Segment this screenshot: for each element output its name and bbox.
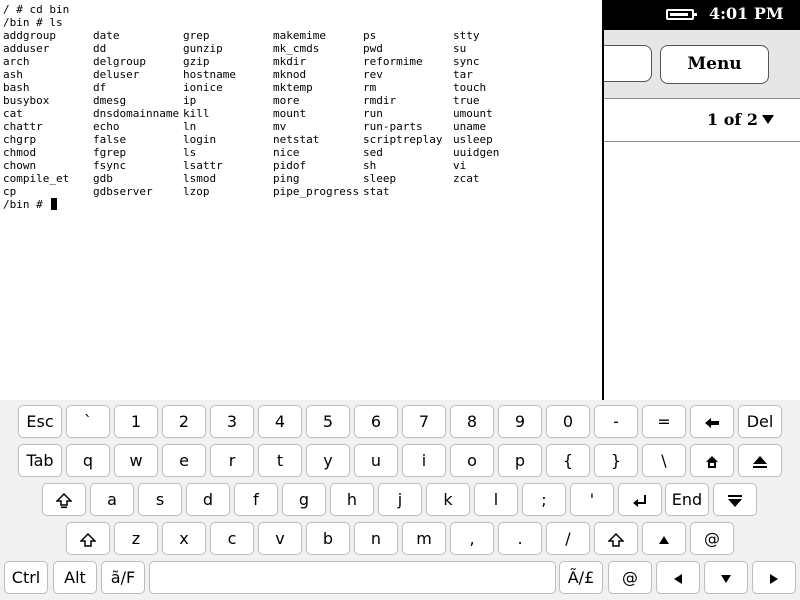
ls-entry: mktemp — [273, 81, 313, 94]
arrow-up-icon — [658, 529, 670, 548]
key-label: 1 — [130, 412, 142, 431]
key-label: v — [275, 529, 285, 548]
key-end[interactable] — [665, 483, 709, 516]
key-label: t — [276, 451, 284, 470]
key-label: c — [227, 529, 237, 548]
key-label: j — [397, 490, 403, 509]
ls-entry: df — [93, 81, 107, 94]
key-o[interactable] — [450, 444, 494, 477]
key-label: Ctrl — [11, 568, 41, 587]
ls-entry: bash — [3, 81, 30, 94]
ls-entry: run-parts — [363, 120, 423, 133]
key-v[interactable] — [258, 522, 302, 555]
key-label: 3 — [226, 412, 238, 431]
ls-entry: run — [363, 107, 383, 120]
key-page-up[interactable] — [738, 444, 782, 477]
ls-entry: mk_cmds — [273, 42, 320, 55]
key-comma[interactable] — [450, 522, 494, 555]
key-l[interactable] — [474, 483, 518, 516]
key-3[interactable] — [210, 405, 254, 438]
key-label: Tab — [26, 451, 54, 470]
ls-entry: rev — [363, 68, 383, 81]
key-accent-toggle[interactable] — [101, 561, 145, 594]
key-label: s — [155, 490, 165, 509]
key-esc[interactable] — [18, 405, 62, 438]
key-label: h — [346, 490, 358, 509]
ls-entry: ps — [363, 29, 377, 42]
key-label: ' — [589, 490, 595, 509]
ls-entry: kill — [183, 107, 210, 120]
key-right-brace[interactable] — [594, 444, 638, 477]
ls-entry: pipe_progress — [273, 185, 360, 198]
key-q[interactable] — [66, 444, 110, 477]
key-label: 2 — [178, 412, 190, 431]
ls-entry: ip — [183, 94, 197, 107]
shift-icon — [608, 529, 624, 548]
key-label: g — [298, 490, 310, 509]
ls-entry: addgroup — [3, 29, 56, 42]
ls-entry: sh — [363, 159, 377, 172]
key-label: \ — [661, 451, 667, 470]
ls-entry: lsattr — [183, 159, 223, 172]
ls-entry: chattr — [3, 120, 43, 133]
ls-entry: ping — [273, 172, 300, 185]
key-label: f — [253, 490, 259, 509]
background-app — [604, 30, 800, 400]
key-r[interactable] — [210, 444, 254, 477]
key-f[interactable] — [234, 483, 278, 516]
ls-entry: usleep — [453, 133, 493, 146]
arrow-down-icon — [720, 568, 732, 587]
ls-entry: fgrep — [93, 146, 127, 159]
ls-entry: scriptreplay — [363, 133, 443, 146]
page-down-icon — [727, 490, 743, 509]
key-label: 9 — [514, 412, 526, 431]
caps-lock-icon — [56, 490, 72, 509]
key-label: 5 — [322, 412, 334, 431]
ls-entry: zcat — [453, 172, 480, 185]
ls-entry: ls — [183, 146, 197, 159]
key-5[interactable] — [306, 405, 350, 438]
ls-entry: gunzip — [183, 42, 223, 55]
key-b[interactable] — [306, 522, 350, 555]
ls-entry: busybox — [3, 94, 50, 107]
key-backslash[interactable] — [642, 444, 686, 477]
key-t[interactable] — [258, 444, 302, 477]
key-2[interactable] — [162, 405, 206, 438]
key-8[interactable] — [450, 405, 494, 438]
key-label: ã/F — [110, 568, 136, 587]
key-label: y — [323, 451, 333, 470]
ls-entry: rm — [363, 81, 377, 94]
ls-entry: gdb — [93, 172, 113, 185]
ls-entry: netstat — [273, 133, 320, 146]
page-selector[interactable] — [707, 109, 774, 131]
key-d[interactable] — [186, 483, 230, 516]
menu-button[interactable]: Menu — [660, 45, 769, 84]
ls-entry: delgroup — [93, 55, 146, 68]
key-p[interactable] — [498, 444, 542, 477]
key-period[interactable] — [498, 522, 542, 555]
key-label: a — [107, 490, 117, 509]
key-home[interactable] — [690, 444, 734, 477]
page-bar — [604, 99, 800, 142]
ls-entry: chgrp — [3, 133, 37, 146]
key-label: @ — [622, 568, 638, 587]
key-backspace[interactable] — [690, 405, 734, 438]
ls-entry: adduser — [3, 42, 50, 55]
key-c[interactable] — [210, 522, 254, 555]
terminal-prompt: /bin # — [3, 198, 50, 211]
key-label: u — [370, 451, 382, 470]
ls-entry: arch — [3, 55, 30, 68]
ls-entry: date — [93, 29, 120, 42]
key-down[interactable] — [704, 561, 748, 594]
key-label: } — [610, 451, 622, 470]
key-h[interactable] — [330, 483, 374, 516]
key-del[interactable] — [738, 405, 782, 438]
key-label: , — [469, 529, 475, 548]
home-icon — [705, 451, 719, 470]
terminal-line: /bin # ls — [3, 16, 63, 29]
battery-icon — [666, 9, 694, 20]
key-label: ; — [541, 490, 547, 509]
ls-entry: true — [453, 94, 480, 107]
arrow-left-icon — [673, 568, 683, 587]
ls-entry: chmod — [3, 146, 37, 159]
key-1[interactable] — [114, 405, 158, 438]
key-w[interactable] — [114, 444, 158, 477]
ls-entry: mkdir — [273, 55, 307, 68]
key-caps-lock[interactable] — [42, 483, 86, 516]
ls-entry: uuidgen — [453, 146, 500, 159]
ls-entry: su — [453, 42, 467, 55]
ls-entry: dd — [93, 42, 107, 55]
key-label: e — [179, 451, 189, 470]
key-7[interactable] — [402, 405, 446, 438]
key-i[interactable] — [402, 444, 446, 477]
key-u[interactable] — [354, 444, 398, 477]
key-n[interactable] — [354, 522, 398, 555]
key-label: { — [562, 451, 574, 470]
ls-entry: pidof — [273, 159, 307, 172]
key-backtick[interactable] — [66, 405, 110, 438]
key-semicolon[interactable] — [522, 483, 566, 516]
key-tab[interactable] — [18, 444, 62, 477]
key-label: d — [202, 490, 214, 509]
ls-entry: dnsdomainname — [93, 107, 180, 120]
key-left-brace[interactable] — [546, 444, 590, 477]
key-right[interactable] — [752, 561, 796, 594]
key-label: w — [129, 451, 143, 470]
key-label: End — [671, 490, 703, 509]
triangle-down-icon — [762, 115, 774, 124]
key-label: 4 — [274, 412, 286, 431]
background-toolbar — [604, 30, 800, 99]
key-4[interactable] — [258, 405, 302, 438]
key-apostrophe[interactable] — [570, 483, 614, 516]
terminal-prompt-line — [3, 198, 543, 211]
key-label: 8 — [466, 412, 478, 431]
key-label: . — [517, 529, 523, 548]
key-label: 7 — [418, 412, 430, 431]
key-6[interactable] — [354, 405, 398, 438]
page-indicator-label: 1 of 2 — [707, 110, 758, 129]
clock: 4:01 PM — [709, 4, 784, 23]
key-label: m — [416, 529, 432, 548]
shift-icon — [80, 529, 96, 548]
key-x[interactable] — [162, 522, 206, 555]
key-label: z — [131, 529, 141, 548]
ls-entry: lzop — [183, 185, 210, 198]
key-slash[interactable] — [546, 522, 590, 555]
ls-entry: lsmod — [183, 172, 217, 185]
key-label: i — [421, 451, 427, 470]
ls-entry: more — [273, 94, 300, 107]
ls-entry: sleep — [363, 172, 397, 185]
key-k[interactable] — [426, 483, 470, 516]
ls-entry: makemime — [273, 29, 326, 42]
ls-entry: pwd — [363, 42, 383, 55]
ls-entry — [453, 185, 543, 198]
key-label: o — [467, 451, 477, 470]
key-label: n — [370, 529, 382, 548]
battery-tip — [694, 13, 697, 16]
ls-entry: mount — [273, 107, 307, 120]
key-page-down[interactable] — [713, 483, 757, 516]
key-label: k — [443, 490, 453, 509]
key-symbol-toggle[interactable] — [559, 561, 603, 594]
key-label: @ — [704, 529, 720, 548]
key-space[interactable] — [149, 561, 556, 594]
ls-entry: umount — [453, 107, 493, 120]
key-equals[interactable] — [642, 405, 686, 438]
key-z[interactable] — [114, 522, 158, 555]
key-s[interactable] — [138, 483, 182, 516]
ls-entry: gdbserver — [93, 185, 153, 198]
key-j[interactable] — [378, 483, 422, 516]
key-alt[interactable] — [53, 561, 97, 594]
ls-entry: uname — [453, 120, 487, 133]
ls-entry: ionice — [183, 81, 223, 94]
key-label: Esc — [26, 412, 54, 431]
key-label: r — [228, 451, 236, 470]
key-label: x — [179, 529, 189, 548]
key-enter[interactable] — [618, 483, 662, 516]
ls-listing — [3, 29, 543, 198]
key-minus[interactable] — [594, 405, 638, 438]
battery-level-fill — [670, 13, 688, 16]
ls-entry: compile_et — [3, 172, 70, 185]
key-label: q — [82, 451, 94, 470]
ls-entry: stat — [363, 185, 390, 198]
key-label: 0 — [562, 412, 574, 431]
ls-entry: mv — [273, 120, 287, 133]
ls-entry: cat — [3, 107, 23, 120]
ls-entry: tar — [453, 68, 473, 81]
key-g[interactable] — [282, 483, 326, 516]
key-at-bottom[interactable] — [608, 561, 652, 594]
ls-entry: grep — [183, 29, 210, 42]
ls-entry: false — [93, 133, 127, 146]
ls-entry: ln — [183, 120, 197, 133]
key-label: = — [657, 412, 671, 431]
ls-entry: ash — [3, 68, 23, 81]
key-up[interactable] — [642, 522, 686, 555]
ls-entry: login — [183, 133, 217, 146]
terminal-output — [3, 3, 543, 211]
ls-entry: cp — [3, 185, 17, 198]
ls-entry: mknod — [273, 68, 307, 81]
ls-entry: reformime — [363, 55, 423, 68]
ls-entry: echo — [93, 120, 120, 133]
key-label: - — [613, 412, 619, 431]
key-shift-left[interactable] — [66, 522, 110, 555]
arrow-right-icon — [769, 568, 779, 587]
ls-entry: touch — [453, 81, 487, 94]
key-label: p — [514, 451, 526, 470]
ls-entry: rmdir — [363, 94, 397, 107]
enter-icon — [632, 490, 648, 509]
key-y[interactable] — [306, 444, 350, 477]
ls-entry: fsync — [93, 159, 127, 172]
on-screen-keyboard — [0, 400, 800, 600]
key-label: / — [565, 529, 571, 548]
text-cursor — [51, 198, 57, 210]
ls-entry: hostname — [183, 68, 236, 81]
key-left[interactable] — [656, 561, 700, 594]
key-e[interactable] — [162, 444, 206, 477]
ls-entry: nice — [273, 146, 300, 159]
key-m[interactable] — [402, 522, 446, 555]
ls-entry: gzip — [183, 55, 210, 68]
key-a[interactable] — [90, 483, 134, 516]
key-9[interactable] — [498, 405, 542, 438]
key-label: Alt — [64, 568, 86, 587]
ls-entry: stty — [453, 29, 480, 42]
key-ctrl[interactable] — [4, 561, 48, 594]
key-label: 6 — [370, 412, 382, 431]
page-up-icon — [752, 451, 768, 470]
key-0[interactable] — [546, 405, 590, 438]
terminal-line: / # cd bin — [3, 3, 70, 16]
ls-entry: sed — [363, 146, 383, 159]
ls-entry: chown — [3, 159, 37, 172]
key-shift-right[interactable] — [594, 522, 638, 555]
key-label: Ã/£ — [567, 568, 595, 587]
ls-entry: vi — [453, 159, 467, 172]
ls-entry: deluser — [93, 68, 140, 81]
backspace-arrow-icon — [704, 412, 720, 431]
key-label: l — [493, 490, 499, 509]
key-label: Del — [746, 412, 774, 431]
ls-entry: sync — [453, 55, 480, 68]
key-at[interactable] — [690, 522, 734, 555]
ls-entry: dmesg — [93, 94, 127, 107]
key-label: ` — [84, 412, 92, 431]
key-label: b — [322, 529, 334, 548]
